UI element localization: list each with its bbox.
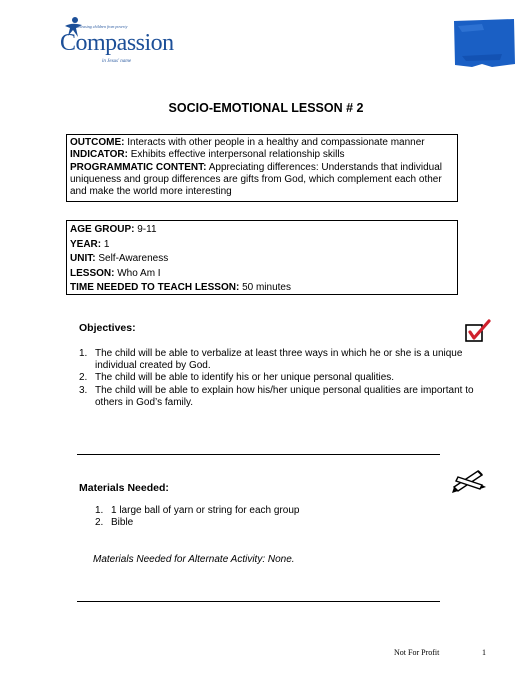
- outcome-value: Interacts with other people in a healthy and compassionate manner: [127, 137, 425, 148]
- alternate-materials-note: Materials Needed for Alternate Activity: None.: [93, 554, 295, 565]
- lesson-value: Who Am I: [117, 267, 161, 279]
- outcome-label: OUTCOME:: [70, 137, 125, 148]
- material-text: 1 large ball of yarn or string for each group: [111, 505, 300, 516]
- list-number: 2.: [79, 372, 88, 384]
- lesson-info-box: [66, 220, 458, 295]
- list-item: [79, 348, 479, 372]
- materials-list: [95, 505, 415, 529]
- lesson-row: [70, 267, 454, 282]
- materials-heading: Materials Needed:: [79, 482, 169, 494]
- list-number: 3.: [79, 384, 88, 396]
- unit-row: [70, 252, 454, 267]
- unit-label: UNIT:: [70, 253, 96, 265]
- year-value: 1: [103, 238, 110, 250]
- compassion-logo: [52, 16, 174, 68]
- unit-value: Self-Awareness: [98, 253, 169, 265]
- pencil-icon: [452, 467, 486, 493]
- time-needed-row: [70, 281, 454, 296]
- programmatic-content-label: PROGRAMMATIC CONTENT:: [70, 161, 207, 173]
- logo-subtext: in Jesus' name: [102, 59, 132, 64]
- list-item: [79, 385, 479, 409]
- list-item: [79, 372, 479, 384]
- objective-text: The child will be able to identify his or her unique personal qualities.: [95, 372, 395, 384]
- logo-tagline: Releasing children from poverty: [76, 24, 128, 29]
- lesson-title: SOCIO-EMOTIONAL LESSON # 2: [168, 101, 364, 115]
- list-item: [95, 505, 415, 517]
- year-row: [70, 238, 454, 253]
- footer-text: Not For Profit: [394, 648, 440, 657]
- outcome-row: [70, 137, 454, 149]
- page-number: 1: [482, 648, 486, 657]
- objectives-list: [79, 348, 479, 409]
- time-needed-label: TIME NEEDED TO TEACH LESSON:: [70, 282, 240, 294]
- list-item: [95, 517, 415, 529]
- age-group-row: [70, 223, 454, 238]
- time-needed-value: 50 minutes: [242, 282, 291, 294]
- material-text: Bible: [111, 517, 134, 529]
- programmatic-content-row: [70, 162, 454, 199]
- checkbox-check-icon: [465, 319, 491, 343]
- objective-text: The child will be able to explain how his/her unique personal qualities are important to others in God’s family.: [95, 384, 474, 408]
- list-number: 2.: [95, 517, 104, 529]
- age-group-label: AGE GROUP:: [70, 224, 135, 235]
- year-label: YEAR:: [70, 238, 102, 250]
- indicator-label: INDICATOR:: [70, 149, 128, 161]
- programmatic-content-value: Appreciating differences: Understands that individual uniqueness and group differences are gifts from God, which complement each other and make the world more interesting: [70, 161, 443, 198]
- list-number: 1.: [79, 348, 88, 359]
- indicator-row: [70, 149, 454, 161]
- logo-wordmark: Compassion: [60, 30, 174, 56]
- blue-brush-block: [452, 18, 516, 68]
- lesson-label: LESSON:: [70, 267, 115, 279]
- objectives-heading: Objectives:: [79, 322, 136, 334]
- outcome-box: [66, 134, 458, 202]
- list-number: 1.: [95, 505, 104, 516]
- objective-text: The child will be able to verbalize at least three ways in which he or she is a unique individual created by God.: [95, 348, 463, 372]
- section-divider: [77, 601, 440, 602]
- indicator-value: Exhibits effective interpersonal relationship skills: [130, 149, 345, 161]
- section-divider: [77, 454, 440, 455]
- age-group-value: 9-11: [137, 224, 157, 235]
